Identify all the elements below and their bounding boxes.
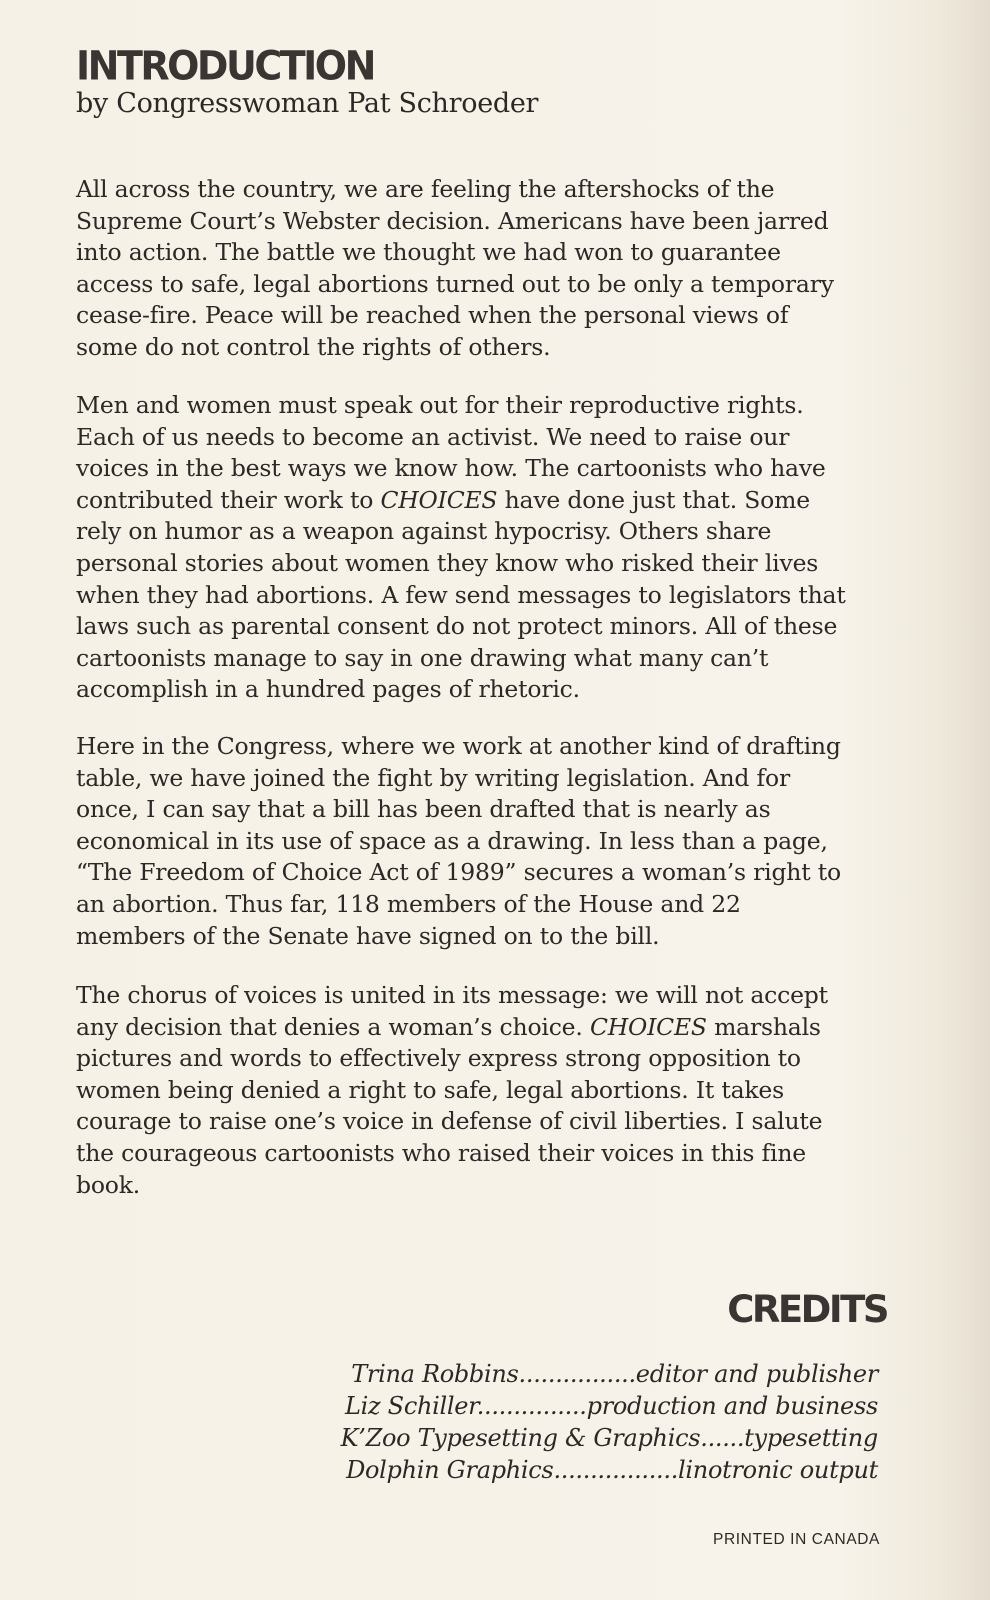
text-line: Each of us needs to become an activist. We need to raise our xyxy=(76,422,790,451)
credit-row: Liz Schiller...............production and business xyxy=(345,1392,878,1420)
text-line: members of the Senate have signed on to the bill. xyxy=(76,921,660,950)
text-line: into action. The battle we thought we had won to guarantee xyxy=(76,238,781,267)
text-line: access to safe, legal abortions turned out to be only a temporary xyxy=(76,269,834,298)
text-line: book. xyxy=(76,1170,141,1199)
credit-row: Trina Robbins................editor and publisher xyxy=(351,1360,878,1388)
text-line: once, I can say that a bill has been drafted that is nearly as xyxy=(76,795,771,824)
text-line: Here in the Congress, where we work at another kind of drafting xyxy=(76,732,841,760)
text-line: personal stories about women they know who risked their lives xyxy=(76,548,819,577)
credit-row: Dolphin Graphics.................linotronic output xyxy=(346,1456,878,1484)
text-line: pictures and words to effectively express strong opposition to xyxy=(76,1044,801,1073)
text-line: courage to raise one’s voice in defense of civil liberties. I salute xyxy=(76,1107,823,1136)
text-line: any decision that denies a woman’s choice. CHOICES marshals xyxy=(76,1012,821,1041)
text-line: Supreme Court’s Webster decision. Americans have been jarred xyxy=(76,206,829,235)
text-line: women being denied a right to safe, legal abortions. It takes xyxy=(76,1075,784,1104)
text-line: table, we have joined the fight by writing legislation. And for xyxy=(76,763,791,792)
text-line: cartoonists manage to say in one drawing what many can’t xyxy=(76,643,769,672)
text-line: an abortion. Thus far, 118 members of the House and 22 xyxy=(76,889,741,918)
credits-title: CREDITS xyxy=(727,1288,887,1331)
text-line: The chorus of voices is united in its message: we will not accept xyxy=(76,981,828,1009)
paragraph-2 xyxy=(76,390,846,706)
text-line: when they had abortions. A few send messages to legislators that xyxy=(76,580,846,609)
paragraph-3 xyxy=(76,731,841,952)
author-byline: by Congresswoman Pat Schroeder xyxy=(76,88,539,119)
text-line: voices in the best ways we know how. The cartoonists who have xyxy=(76,454,826,483)
paragraph-4 xyxy=(76,980,828,1201)
text-line: Men and women must speak out for their reproductive rights. xyxy=(76,391,804,419)
credit-row: K’Zoo Typesetting & Graphics......typesetting xyxy=(340,1424,878,1452)
book-title-italic: CHOICES xyxy=(589,1012,707,1041)
text-line: contributed their work to CHOICES have done just that. Some xyxy=(76,485,810,514)
text-line: accomplish in a hundred pages of rhetoric. xyxy=(76,675,580,704)
book-title-italic: CHOICES xyxy=(380,485,498,514)
page-title: INTRODUCTION xyxy=(76,42,374,90)
text-line: the courageous cartoonists who raised their voices in this fine xyxy=(76,1138,806,1167)
paragraph-1 xyxy=(76,174,834,364)
text-line: All across the country, we are feeling the aftershocks of the xyxy=(76,175,775,203)
text-line: some do not control the rights of others. xyxy=(76,332,551,361)
text-line: rely on humor as a weapon against hypocrisy. Others share xyxy=(76,517,772,546)
text-line: economical in its use of space as a drawing. In less than a page, xyxy=(76,826,828,855)
text-line: cease-fire. Peace will be reached when the personal views of xyxy=(76,301,789,330)
text-line: “The Freedom of Choice Act of 1989” secures a woman’s right to xyxy=(76,858,841,887)
printed-in-note: PRINTED IN CANADA xyxy=(713,1531,880,1548)
text-line: laws such as parental consent do not protect minors. All of these xyxy=(76,612,838,641)
credits-list xyxy=(341,1358,878,1486)
